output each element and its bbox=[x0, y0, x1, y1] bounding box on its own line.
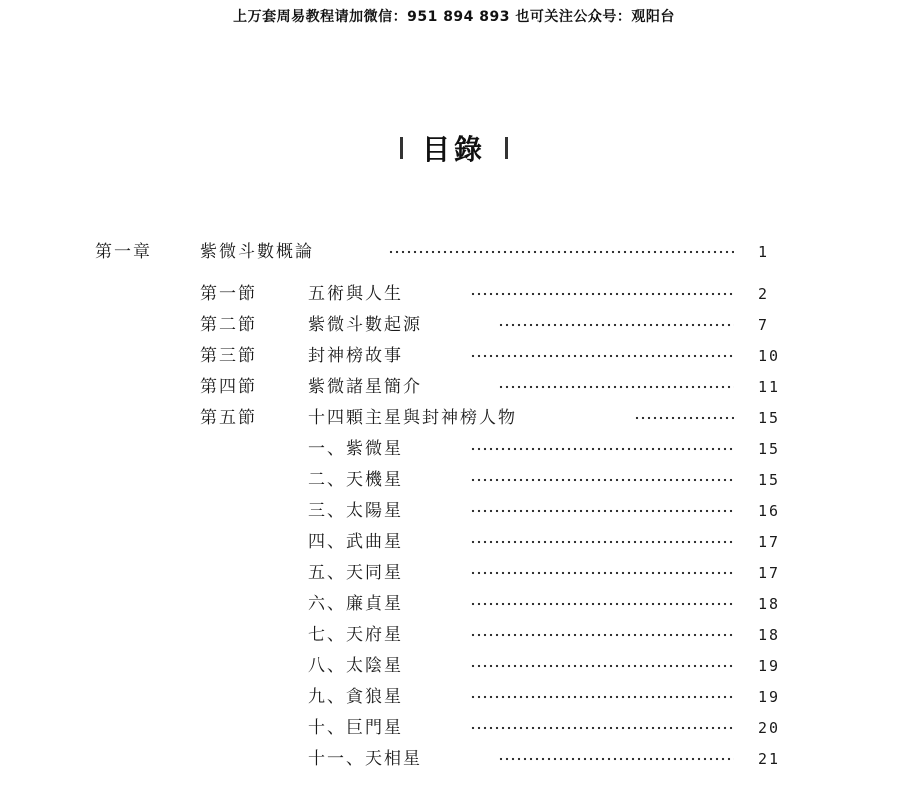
dot-leader bbox=[470, 694, 734, 700]
star-title: 十、巨門星 bbox=[308, 718, 403, 738]
section-label: 第五節 bbox=[200, 408, 257, 428]
star-title: 三、太陽星 bbox=[308, 501, 403, 521]
dot-leader bbox=[634, 415, 734, 421]
page-number: 1 bbox=[758, 243, 770, 261]
page-number: 7 bbox=[758, 316, 770, 334]
title-right-bar bbox=[505, 137, 508, 159]
star-title: 六、廉貞星 bbox=[308, 594, 403, 614]
toc-entry-star-6[interactable] bbox=[0, 592, 908, 616]
toc-entry-star-11[interactable] bbox=[0, 747, 908, 771]
star-title: 七、天府星 bbox=[308, 625, 403, 645]
dot-leader bbox=[470, 632, 734, 638]
toc-entry-section-2[interactable] bbox=[0, 313, 908, 337]
page-number: 18 bbox=[758, 626, 781, 644]
chapter-label: 第一章 bbox=[95, 242, 152, 262]
chapter-title: 紫微斗數概論 bbox=[200, 242, 314, 262]
star-title: 十一、天相星 bbox=[308, 749, 422, 769]
dot-leader bbox=[470, 601, 734, 607]
toc-entry-section-3[interactable] bbox=[0, 344, 908, 368]
page-number: 17 bbox=[758, 564, 781, 582]
section-label: 第三節 bbox=[200, 346, 257, 366]
toc-entry-star-7[interactable] bbox=[0, 623, 908, 647]
toc-entry-star-10[interactable] bbox=[0, 716, 908, 740]
toc-entry-star-1[interactable] bbox=[0, 437, 908, 461]
page-number: 18 bbox=[758, 595, 781, 613]
section-title: 封神榜故事 bbox=[308, 346, 403, 366]
dot-leader bbox=[498, 756, 734, 762]
title-left-bar bbox=[400, 137, 403, 159]
dot-leader bbox=[470, 663, 734, 669]
dot-leader bbox=[470, 446, 734, 452]
dot-leader bbox=[470, 570, 734, 576]
page-number: 11 bbox=[758, 378, 781, 396]
dot-leader bbox=[470, 508, 734, 514]
section-title: 五術與人生 bbox=[308, 284, 403, 304]
star-title: 二、天機星 bbox=[308, 470, 403, 490]
toc-entry-star-4[interactable] bbox=[0, 530, 908, 554]
toc-entry-star-9[interactable] bbox=[0, 685, 908, 709]
page-number: 10 bbox=[758, 347, 781, 365]
section-title: 紫微諸星簡介 bbox=[308, 377, 422, 397]
toc-title bbox=[0, 128, 908, 168]
toc-title-text: 目錄 bbox=[421, 133, 486, 166]
toc-entry-star-8[interactable] bbox=[0, 654, 908, 678]
dot-leader bbox=[470, 291, 734, 297]
toc-entry-section-1[interactable] bbox=[0, 282, 908, 306]
section-label: 第一節 bbox=[200, 284, 257, 304]
page-number: 15 bbox=[758, 471, 781, 489]
page-number: 15 bbox=[758, 440, 781, 458]
dot-leader bbox=[470, 725, 734, 731]
page-number: 19 bbox=[758, 657, 781, 675]
dot-leader bbox=[498, 384, 734, 390]
page-number: 16 bbox=[758, 502, 781, 520]
dot-leader bbox=[498, 322, 734, 328]
star-title: 四、武曲星 bbox=[308, 532, 403, 552]
header-banner: 上万套周易教程请加微信：951 894 893 也可关注公众号：观阳台 bbox=[233, 9, 675, 25]
dot-leader bbox=[470, 539, 734, 545]
page-number: 19 bbox=[758, 688, 781, 706]
star-title: 五、天同星 bbox=[308, 563, 403, 583]
page-number: 21 bbox=[758, 750, 781, 768]
page-number: 2 bbox=[758, 285, 770, 303]
toc-entry-section-5[interactable] bbox=[0, 406, 908, 430]
page-number: 15 bbox=[758, 409, 781, 427]
toc-entry-star-5[interactable] bbox=[0, 561, 908, 585]
toc-entry-chapter-1[interactable] bbox=[0, 240, 908, 264]
toc-entry-section-4[interactable] bbox=[0, 375, 908, 399]
section-label: 第二節 bbox=[200, 315, 257, 335]
star-title: 八、太陰星 bbox=[308, 656, 403, 676]
section-title: 紫微斗數起源 bbox=[308, 315, 422, 335]
page-number: 17 bbox=[758, 533, 781, 551]
dot-leader bbox=[470, 477, 734, 483]
section-title: 十四顆主星與封神榜人物 bbox=[308, 408, 517, 428]
dot-leader bbox=[388, 249, 734, 255]
toc-entry-star-2[interactable] bbox=[0, 468, 908, 492]
toc-entry-star-3[interactable] bbox=[0, 499, 908, 523]
section-label: 第四節 bbox=[200, 377, 257, 397]
page-number: 20 bbox=[758, 719, 781, 737]
dot-leader bbox=[470, 353, 734, 359]
star-title: 一、紫微星 bbox=[308, 439, 403, 459]
star-title: 九、貪狼星 bbox=[308, 687, 403, 707]
